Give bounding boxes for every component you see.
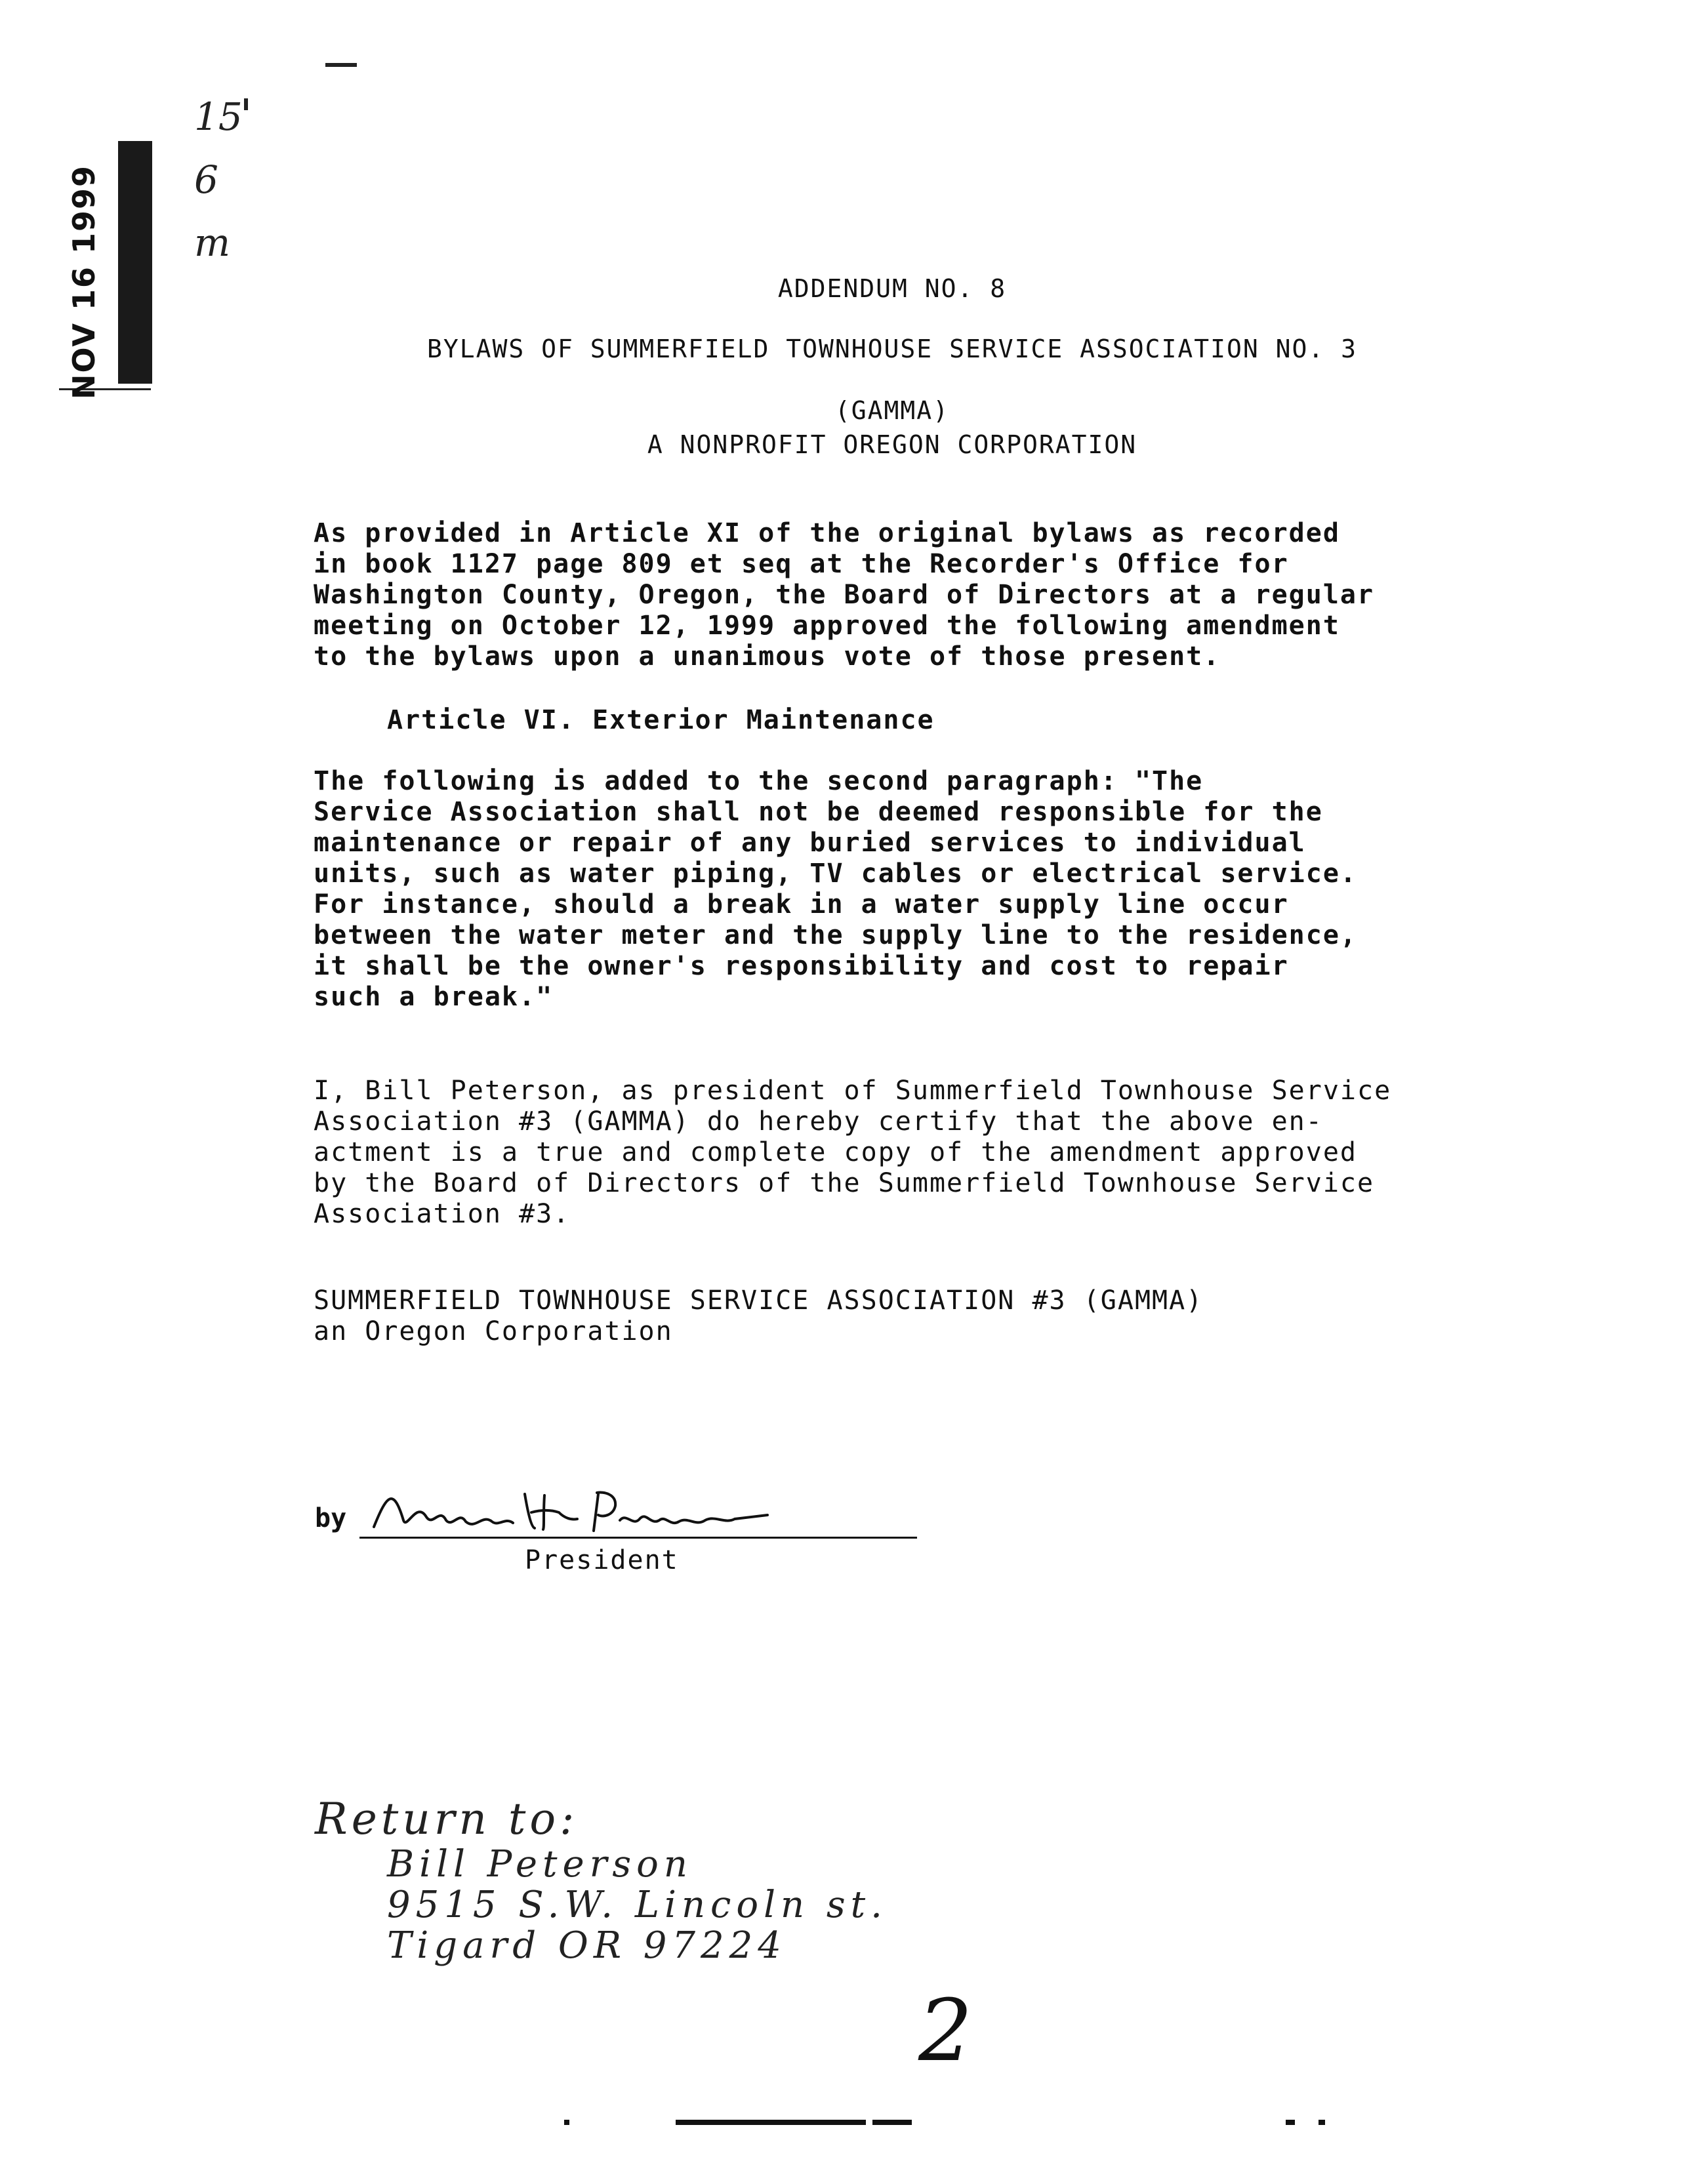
return-address-block [315,1794,971,1966]
article-heading [387,705,1581,736]
scan-noise-bar [872,2120,912,2125]
amendment-paragraph [314,766,1507,1013]
signature-title: President [525,1545,679,1575]
amendment-paragraph-text: The following is added to the second paragraph: "The Service Association shall not be deemed responsible for the maintenance or repair of any buried services to individual units, such as water piping, TV cables or electrical service. For instance, should a break in a water supply line occur between the water meter and the supply line to the residence, it shall be the owner's responsibility and cost to repair such a break." [314,766,1358,1012]
certification-paragraph-text: I, Bill Peterson, as president of Summerfield Townhouse Service Association #3 (GAMMA) do hereby certify that the above en- actment is a true and complete copy of the amendment approved by the Board of Directors of the Summerfield Townhouse Service Association #3. [314,1076,1392,1229]
signature-by-label: by [315,1503,347,1533]
scan-noise-bar [676,2120,866,2125]
handwritten-margin-notes [194,85,286,308]
signature-line [359,1537,917,1539]
scan-noise-bar [1286,2120,1295,2125]
certification-paragraph [314,1076,1507,1230]
corporation-block [314,1285,1507,1347]
recorder-date-stamp [63,164,105,400]
corporation-type: an Oregon Corporation [314,1316,673,1346]
return-address-heading: Return to: [315,1794,579,1844]
scan-noise-bar [1319,2120,1325,2125]
scan-mark [244,98,248,110]
stamp-date-text: NOV 16 1999 [66,164,102,400]
intro-paragraph [314,518,1507,672]
scan-mark [325,63,357,67]
margin-note-2: 6 [194,157,218,202]
article-heading-text: Article VI. Exterior Maintenance [387,705,935,735]
intro-paragraph-text: As provided in Article XI of the original bylaws as recorded in book 1127 page 809 et seq at the Recorder's Office for Washington County, Oregon, the Board of Directors at a regular meeting on October 12, 1999 approved the following amendment to the bylaws upon a unanimous vote of those present. [314,518,1375,672]
stamp-bar [118,141,152,384]
return-address-line: Tigard OR 97224 [387,1924,787,1967]
addendum-title: ADDENDUM NO. 8 [777,274,1007,303]
handwritten-signature [367,1481,787,1540]
margin-note-3: m [194,220,230,265]
return-address-line: Bill Peterson [387,1843,693,1886]
gamma-subtitle: (GAMMA) [834,396,950,425]
corporation-subtitle: A NONPROFIT OREGON CORPORATION [647,430,1137,459]
margin-note-1: 15 [194,94,243,139]
return-address-line: 9515 S.W. Lincoln st. [387,1884,888,1926]
scan-noise-bar [564,2120,569,2125]
corporation-name: SUMMERFIELD TOWNHOUSE SERVICE ASSOCIATION #3 (GAMMA) [314,1285,1204,1316]
page-number: 2 [918,1981,973,2080]
bylaws-title: BYLAWS OF SUMMERFIELD TOWNHOUSE SERVICE ASSOCIATION NO. 3 [426,334,1358,363]
